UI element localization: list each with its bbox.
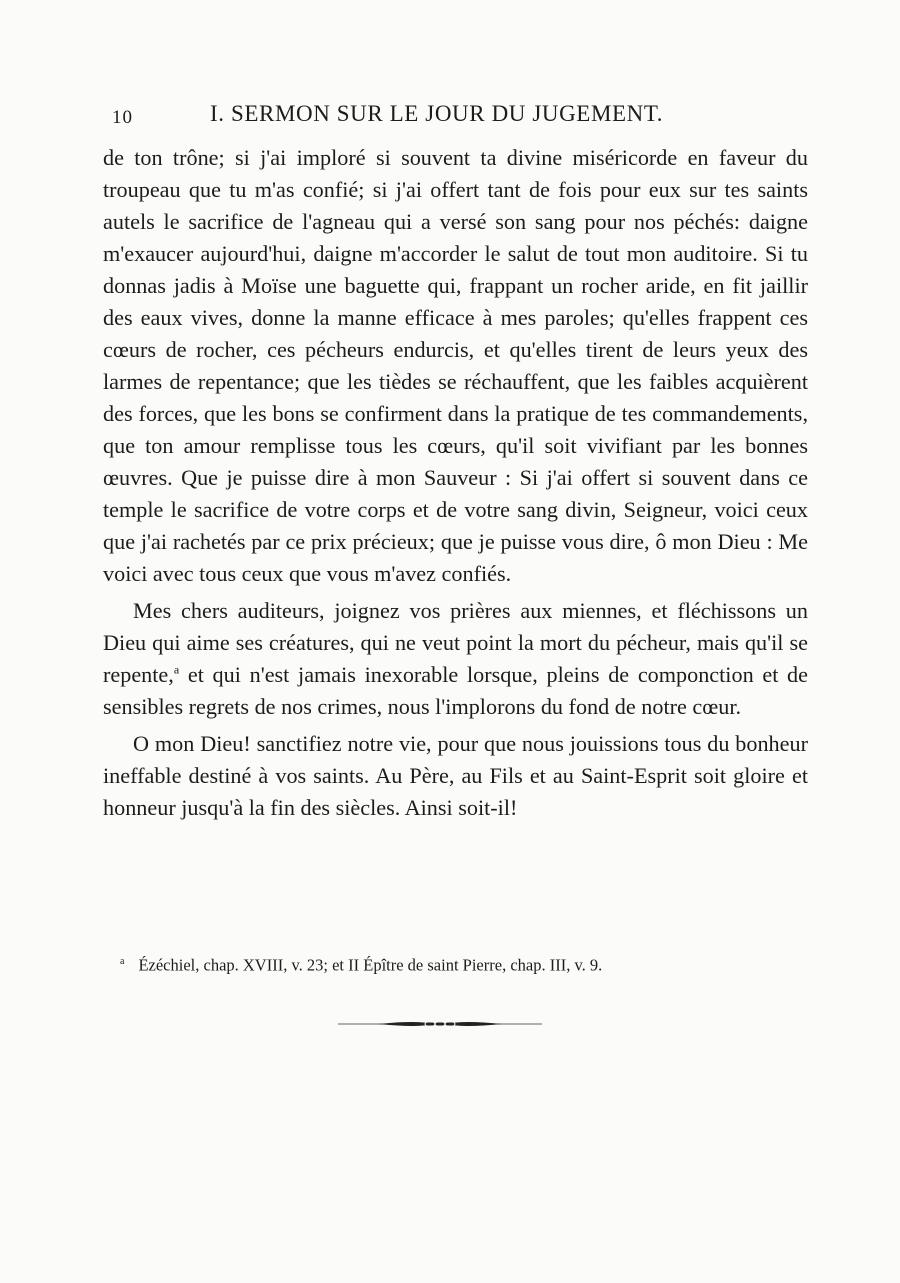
- running-title: I. SERMON SUR LE JOUR DU JUGEMENT.: [210, 101, 664, 126]
- paragraph-text-after: et qui n'est jamais inexorable lorsque, pleins de componction et de sensibles regrets de nos crimes, nous l'implorons du fond de notre cœur.: [103, 662, 808, 719]
- paragraph-text-before: Mes chers auditeurs, joignez vos prières aux miennes, et fléchissons un Dieu qui aime ses créatures, qui ne veut point la mort du pécheur, mais qu'il se repente,: [103, 598, 808, 687]
- sermon-body: [103, 142, 808, 824]
- footnote-mark: a: [120, 956, 125, 967]
- running-header: [0, 101, 900, 133]
- paragraph-closing-prayer: O mon Dieu! sanctifiez notre vie, pour que nous jouissions tous du bonheur ineffable destiné à vos saints. Au Père, au Fils et au Saint-Esprit soit gloire et honneur jusqu'à la fin des siècles. Ainsi soit-il!: [103, 731, 808, 820]
- page-number: 10: [112, 107, 133, 128]
- paragraph-continuation: de ton trône; si j'ai imploré si souvent ta divine miséricorde en faveur du troupeau que tu m'as confié; si j'ai offert tant de fois pour eux sur tes saints autels le sacrifice de l'agneau qui a versé son sang pour nos péchés: daigne m'exaucer aujourd'hui, daigne m'accorder le salut de tout mon auditoire. Si tu donnas jadis à Moïse une baguette qui, frappant un rocher aride, en fit jaillir des eaux vives, donne la manne efficace à mes paroles; qu'elles frappent ces cœurs de rocher, ces pécheurs endurcis, et qu'elles tirent de leurs yeux des larmes de repentance; que les tièdes se réchauffent, que les faibles acquièrent des forces, que les bons se confirment dans la pratique de tes commandements, que ton amour remplisse tous les cœurs, qu'il soit vivifiant par les bonnes œuvres. Que je puisse dire à mon Sauveur : Si j'ai offert si souvent dans ce temple le sacrifice de votre corps et de votre sang divin, Seigneur, voici ceux que j'ai rachetés par ce prix précieux; que je puisse vous dire, ô mon Dieu : Me voici avec tous ceux que vous m'avez confiés.: [103, 145, 808, 586]
- footnote: [120, 950, 820, 978]
- paragraph-exhortation: [103, 595, 808, 723]
- tailpiece-ornament-icon: [338, 1018, 542, 1030]
- footnote-reference[interactable]: a: [173, 662, 180, 677]
- footnote-text: Ézéchiel, chap. XVIII, v. 23; et II Épître de saint Pierre, chap. III, v. 9.: [138, 955, 603, 975]
